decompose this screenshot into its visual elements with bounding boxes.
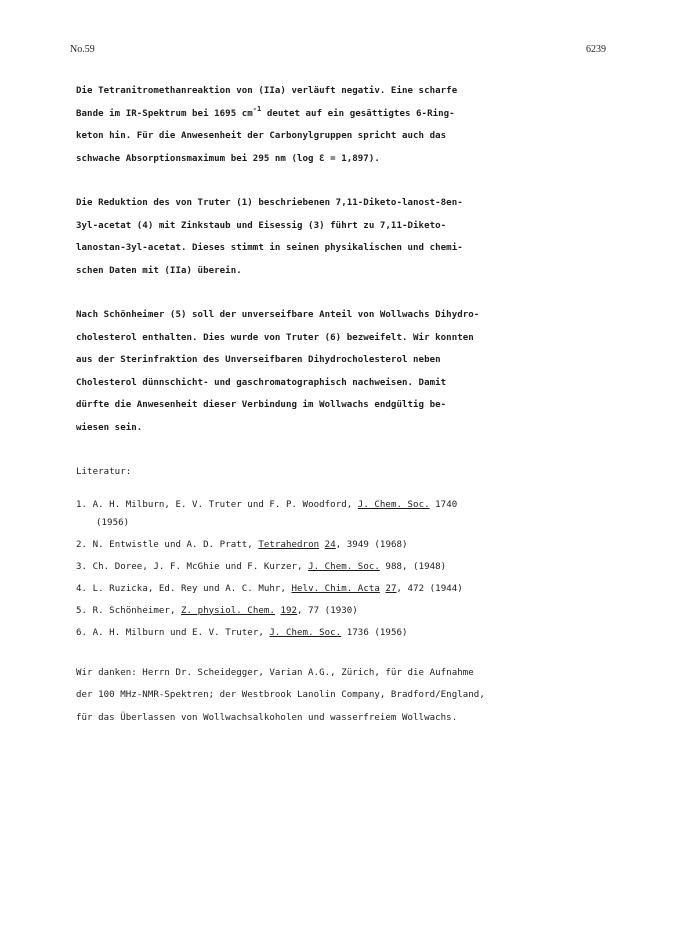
reference-volume: 27 (385, 583, 397, 594)
journal-issue-number: No.59 (70, 44, 95, 55)
reference-item (76, 624, 616, 646)
reference-number: 4. (76, 583, 88, 594)
reference-item (76, 558, 616, 580)
paragraph-reduction: Die Reduktion des von Truter (1) beschriebenen 7,11-Diketo-lanost-8en- 3yl-acetat (4) mit Zinkstaub und Eisessig (3) führt zu 7,11-Diketo- lanostan-3yl-acetat. Dieses stimmt in seinen physikalischen und chemi- schen Daten mit (IIa) überein. (76, 198, 463, 276)
reference-authors: R. Schönheimer, (92, 605, 176, 616)
superscript-exponent: -1 (252, 104, 262, 113)
reference-journal: J. Chem. Soc. (308, 561, 380, 572)
paragraph-tetranitromethane (76, 80, 616, 170)
reference-journal: J. Chem. Soc. (269, 627, 342, 638)
reference-number: 6. (76, 627, 88, 638)
reference-journal: J. Chem. Soc. (357, 499, 430, 510)
reference-number: 5. (76, 605, 88, 616)
reference-pages-year: , 3949 (1968) (335, 539, 408, 550)
reference-item (76, 602, 616, 624)
reference-authors: A. H. Milburn und E. V. Truter, (92, 627, 264, 638)
reference-authors: L. Ruzicka, Ed. Rey und A. C. Muhr, (92, 583, 286, 594)
article-body (76, 80, 616, 729)
reference-journal: Tetrahedron (258, 539, 320, 550)
reference-number: 1. (76, 499, 88, 510)
reference-authors: N. Entwistle und A. D. Pratt, (92, 539, 253, 550)
paragraph-schoenheimer: Nach Schönheimer (5) soll der unverseifbare Anteil von Wollwachs Dihydro- cholesterol enthalten. Dies wurde von Truter (6) bezweifelt. Wir konnten aus der Sterinfraktion des Unverseifbaren Dihydrocholesterol neben Cholesterol dünnschicht- und gaschromatographisch nachweisen. Damit dürfte die Anwesenheit dieser Verbindung im Wollwachs endgültig be- wiesen sein. (76, 310, 480, 433)
reference-pages-year: , 77 (1930) (297, 605, 358, 616)
reference-pages-year: 1740 (429, 499, 458, 510)
reference-list (76, 496, 616, 646)
reference-journal: Helv. Chim. Acta (291, 583, 380, 594)
reference-journal: Z. physiol. Chem. (181, 605, 275, 616)
paragraph-1-part-b: deutet auf ein gesättigtes 6-Ring- keton hin. Für die Anwesenheit der Carbonylgruppen spricht auch das schwache Absorptionsmaximum bei 295 nm (log Ɛ = 1,897). (76, 108, 455, 164)
page-number: 6239 (586, 44, 606, 55)
reference-pages-year: 1736 (1956) (341, 627, 408, 638)
reference-continuation: (1956) (96, 517, 130, 528)
reference-pages-year: 988, (1948) (379, 561, 447, 572)
reference-item (76, 496, 616, 536)
reference-item (76, 580, 616, 602)
reference-volume: 192 (280, 605, 298, 616)
reference-number: 2. (76, 539, 88, 550)
paragraph-1-part-a: Die Tetranitromethanreaktion von (IIa) verläuft negativ. Eine scharfe Bande im IR-Spektrum bei 1695 cm (76, 86, 458, 119)
reference-number: 3. (76, 561, 88, 572)
literature-heading: Literatur: (76, 467, 132, 477)
acknowledgements: Wir danken: Herrn Dr. Scheidegger, Varian A.G., Zürich, für die Aufnahme der 100 MHz-NMR-Spektren; der Westbrook Lanolin Company, Bradford/England, für das Überlassen von Wollwachsalkoholen und wasserfreiem Wollwachs. (76, 667, 485, 723)
reference-authors: A. H. Milburn, E. V. Truter und F. P. Woodford, (92, 499, 353, 510)
reference-authors: Ch. Doree, J. F. McGhie und F. Kurzer, (92, 561, 303, 572)
reference-volume: 24 (324, 539, 336, 550)
reference-item (76, 536, 616, 558)
reference-pages-year: , 472 (1944) (396, 583, 463, 594)
